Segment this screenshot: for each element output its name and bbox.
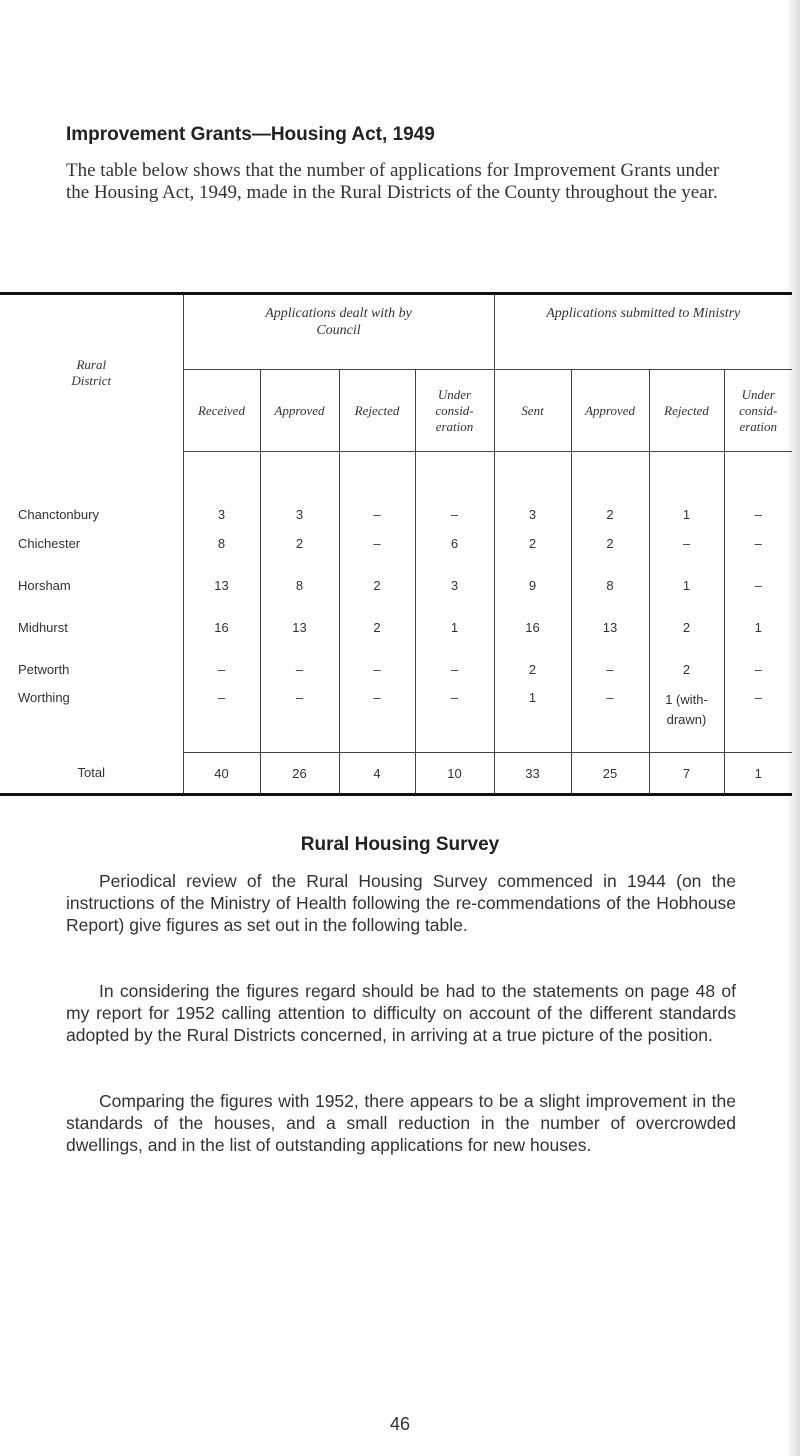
table-cell: 2 [260,522,339,564]
table-row [0,648,792,690]
total-label: Total [77,765,105,781]
total-cell: 1 [724,753,792,795]
total-cell: 26 [260,753,339,795]
improvement-grants-heading: Improvement Grants—Housing Act, 1949 [66,124,435,145]
table-cell: – [415,690,494,753]
table-cell: – [571,690,649,753]
table-cell: 8 [183,522,260,564]
table-cell: – [415,648,494,690]
total-cell: 40 [183,753,260,795]
table-cell: – [183,690,260,753]
improvement-grants-table [0,292,792,796]
table-cell: 2 [494,648,571,690]
survey-paragraph-3: Comparing the figures with 1952, there appears to be a slight improvement in the standards of the houses, and a small reduction in the number of overcrowded dwellings, and in the list of outstanding applications for new houses. [66,1091,736,1155]
survey-paragraph-2: In considering the figures regard should be had to the statements on page 48 of my report for 1952 calling attention to difficulty on account of the different standards adopted by the Rural Districts concerned, in arriving at a true picture of the position. [66,981,736,1045]
table-cell: – [724,564,792,606]
table-cell: – [724,452,792,523]
council-under-consideration-header: Under consid-eration [415,370,494,452]
table-cell: 13 [260,606,339,648]
district-name: Midhurst [18,619,68,635]
district-name: Horsham [18,577,71,593]
table-cell: 1 [649,564,724,606]
table-cell: – [339,690,415,753]
table-cell: 16 [183,606,260,648]
table-cell: 13 [571,606,649,648]
total-cell: 7 [649,753,724,795]
ministry-rejected-header: Rejected [649,370,724,452]
table-cell: 1 [649,452,724,523]
table-cell: – [724,522,792,564]
table-cell: – [571,648,649,690]
ministry-under-consideration-header: Under consid-eration [724,370,792,452]
table-row [0,522,792,564]
total-cell: 4 [339,753,415,795]
district-name: Petworth [18,661,70,677]
district-name: Worthing [18,690,70,705]
table-row [0,690,792,753]
table-cell: 2 [339,564,415,606]
table-cell: – [339,522,415,564]
table-cell: 9 [494,564,571,606]
table-cell: 3 [260,452,339,523]
table-cell: 3 [494,452,571,523]
council-rejected-header: Rejected [339,370,415,452]
council-approved-header: Approved [260,370,339,452]
table-cell: 2 [571,452,649,523]
rural-housing-survey-heading: Rural Housing Survey [300,834,500,855]
council-received-header: Received [183,370,260,452]
table-cell: 2 [649,648,724,690]
table-cell: 3 [415,564,494,606]
table-cell: 3 [183,452,260,523]
table-row [0,564,792,606]
table-cell: – [724,690,792,753]
district-name: Chanctonbury [18,507,99,522]
district-name: Chichester [18,535,81,551]
rural-district-header: Rural District [71,357,112,389]
total-row [0,753,792,795]
table-cell: – [339,648,415,690]
table-cell: – [339,452,415,523]
table-cell: 13 [183,564,260,606]
table-cell: 1 (with-drawn) [649,690,724,753]
total-cell: 33 [494,753,571,795]
council-group-header: Applications dealt with by Council [183,294,494,370]
table-cell: – [649,522,724,564]
improvement-grants-intro: The table below shows that the number of applications for Improvement Grants under the Housing Act, 1949, made in the Rural Districts of the County throughout the year. [66,160,720,203]
table-cell: 1 [724,606,792,648]
table-cell: 2 [339,606,415,648]
table-cell: – [724,648,792,690]
survey-paragraph-1: Periodical review of the Rural Housing Survey commenced in 1944 (on the instructions of the Ministry of Health following the re-commendations of the Hobhouse Report) give figures as set out in the following table. [66,871,736,935]
total-cell: 10 [415,753,494,795]
table-cell: 8 [571,564,649,606]
table-row [0,452,792,523]
total-cell: 25 [571,753,649,795]
table-cell: 16 [494,606,571,648]
ministry-approved-header: Approved [571,370,649,452]
ministry-sent-header: Sent [494,370,571,452]
table-cell: 8 [260,564,339,606]
table-cell: – [415,452,494,523]
page-number: 46 [389,1414,411,1434]
table-cell: 2 [649,606,724,648]
ministry-group-header: Applications submitted to Ministry [494,294,792,370]
table-cell: 2 [494,522,571,564]
table-cell: 1 [494,690,571,753]
table-cell: 6 [415,522,494,564]
table-cell: – [260,690,339,753]
table-cell: – [183,648,260,690]
table-row [0,606,792,648]
table-cell: 1 [415,606,494,648]
table-cell: – [260,648,339,690]
table-cell: 2 [571,522,649,564]
